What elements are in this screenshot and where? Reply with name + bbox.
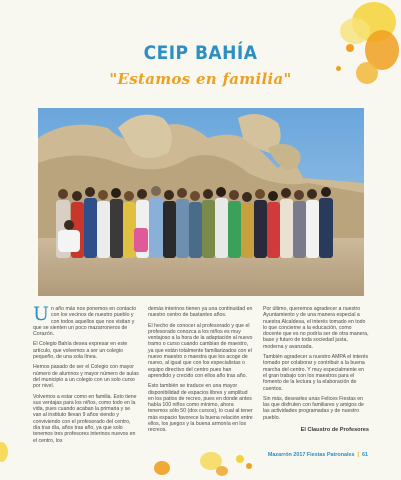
page-subtitle: "Estamos en familia" bbox=[109, 70, 292, 88]
group-photo bbox=[38, 108, 364, 296]
article-paragraph: El Colegio Bahía desea expresar en este artículo, que volvemos a ser un colegio pequeño, de una sola línea. bbox=[33, 341, 128, 361]
article-paragraph: Hemos pasado de ser el Colegio con mayor número de alumnos y mayor número de aulas del municipio a un colegio con un solo curso por nivel. bbox=[33, 364, 139, 390]
article-body bbox=[33, 303, 369, 446]
article-paragraph: Volvemos a estar como en familia. Esto tiene sus ventajas para los niños, como todo en la vida, pues cuando acaban la primaria y se van al instituto llevan 9 años viendo y conviviendo con el profesorado del centro, día tras día, años tras año, ya que solo tenemos tres profesores interinos nuevos en el centro, los bbox=[33, 393, 137, 444]
article-column-2 bbox=[148, 306, 254, 446]
page-number: 61 bbox=[362, 452, 368, 458]
page-title: CEIP BAHÍA bbox=[143, 42, 258, 64]
article-paragraph: demás interinos tienen ya una continuidad en nuestro centro de bastantes años. bbox=[148, 306, 253, 319]
article-signature: El Claustro de Profesores bbox=[300, 427, 369, 434]
publication-name: Mazarrón 2017 Fiestas Patronales bbox=[267, 452, 355, 458]
article-column-1 bbox=[33, 303, 139, 446]
article-paragraph: Un año más nos ponemos en contacto con los vecinos de nuestro pueblo y con todos aquellos que nos visitan y que se sienten un poco mazarroneros de Corazón. bbox=[33, 303, 137, 338]
page-footer bbox=[268, 452, 368, 458]
article-paragraph: Por último, queremos agradecer a nuestro Ayuntamiento y de una manera especial a nuestra Alcaldesa, el interés tomado en todo lo que concierne a la educación, como docente que es no podría ser de otra manera, base y futuro de toda sociedad justa, moderna y avanzada. bbox=[263, 306, 369, 350]
article-paragraph: Esto también se traduce en una mayor disponibilidad de espacios libres y amplitud en los patios de recreo, pues en donde antes había 100 niños como mínimo, ahora tenemos sólo 50 (dos cursos), lo cual al tener más espacio favorece la buena relación entre ellos, los juegos y la buena armonía en los recreos. bbox=[148, 383, 253, 434]
article-column-3 bbox=[263, 306, 369, 446]
article-paragraph: También agradecer a nuestro AMPA el interés tomado por colaborar y contribuir a la buena marcha del centro. Y muy especialmente en el gran trabajo con los maestros para el fomento de la lectura y la elaboración de cuentos. bbox=[263, 354, 369, 392]
footer-separator: | bbox=[357, 452, 359, 458]
article-paragraph: El hecho de conocer al profesorado y que el profesorado conozca a los niños es muy ventajoso a la hora de la adaptación al nuevo tramo o curso cuando cambian de maestro, ya que están totalmente familiarizados con el nuevo maestro o maestra que los acoge de nuevo, al igual que con los especialistas o equipo directivo del centro pues han aprendido y crecido con ellos año tras año. bbox=[148, 322, 253, 379]
article-paragraph: Sin más, desearles unas Felices Fiestas en las que disfruten con familiares y amigos de las actividades programadas y de nuestro pueblo. bbox=[263, 395, 364, 421]
drop-cap: U bbox=[33, 303, 50, 325]
